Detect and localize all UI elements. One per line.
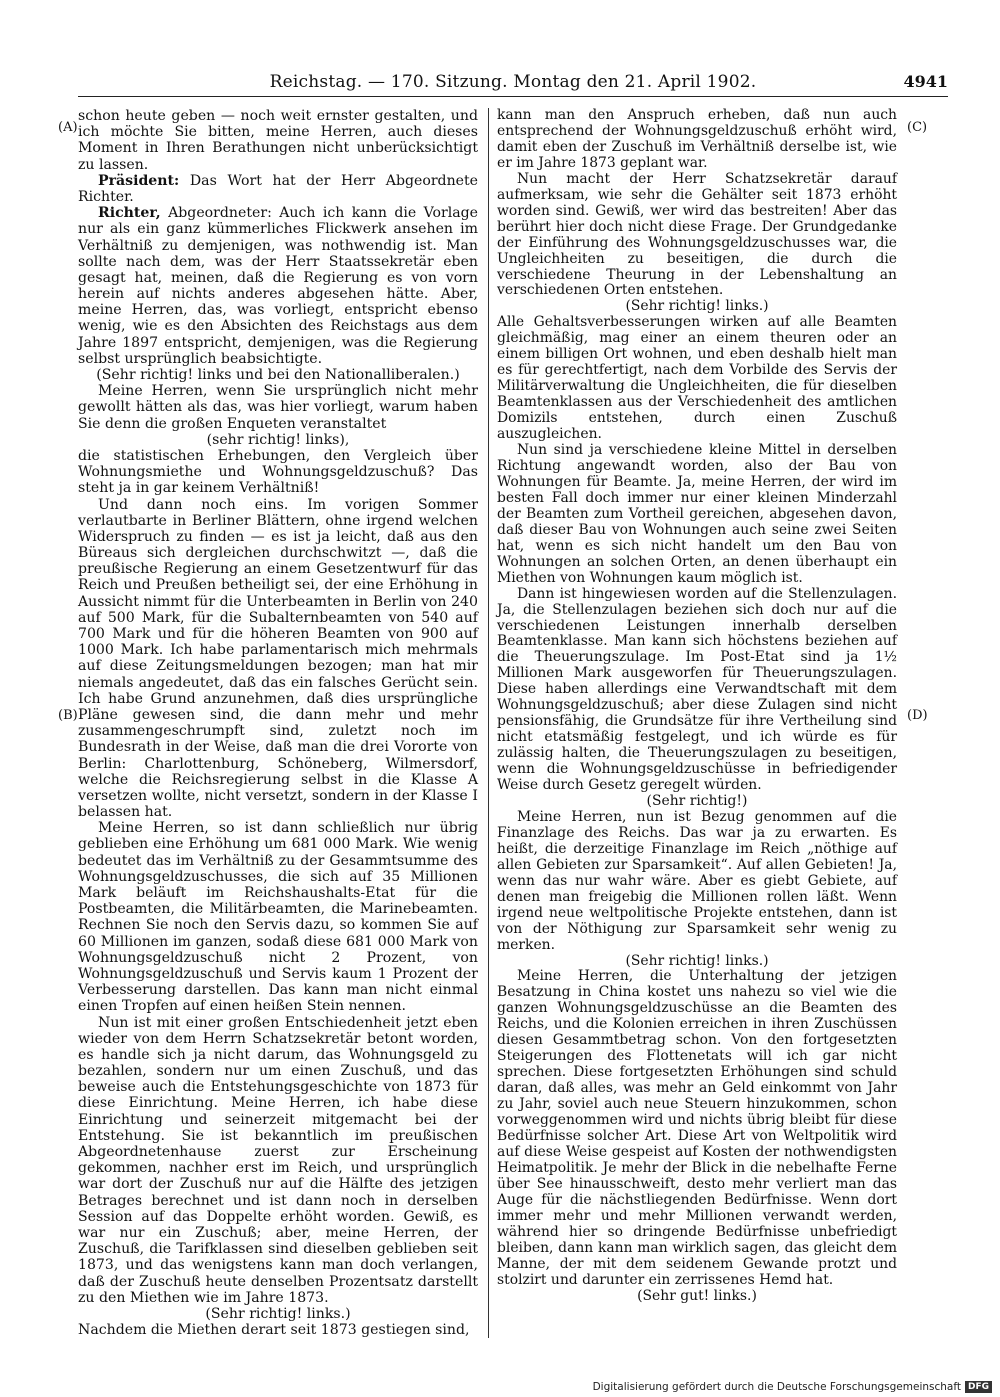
paragraph-text: (sehr richtig! links), (206, 431, 350, 448)
paragraph (497, 299, 897, 315)
paragraph (78, 448, 478, 497)
paragraph (78, 1015, 478, 1306)
paragraph-text: Meine Herren, wenn Sie ursprünglich nicht mehr gewollt hätten als das, was hier vorliegt, warum haben Sie denn die großen Enqueten veranstaltet (78, 383, 478, 432)
paragraph (497, 587, 897, 794)
paragraph (497, 969, 897, 1288)
paragraph (78, 173, 478, 205)
paragraph-text: Dann ist hingewiesen worden auf die Stellenzulagen. Ja, die Stellenzulagen beziehen sich doch nur auf die verschiedenen Leistungen innerhalb derselben Beamtenklasse. Man kann sich höchstens beziehen auf die Theuerungszulage. Im Post-Etat sind ja 1½ Millionen Mark ausgeworfen für Theuerungszulagen. Diese haben allerdings eine Verwandtschaft mit dem Wohnungsgeldzuschuß; aber diese Zulagen sind nicht pensionsfähig, die Grundsätze für ihre Vertheilung sind nicht etatsmäßig festgelegt, und ich würde es für zulässig halten, die Theuerungszulagen zu beseitigen, wenn die Wohnungsgeldzuschüsse in befriedigender Weise durch Gesetz geregelt würden. (497, 585, 897, 794)
paragraph-text: Nun macht der Herr Schatzsekretär darauf aufmerksam, wie sehr die Gehälter seit 1873 erhöht worden sind. Gewiß, wer wird das bestreiten! Aber das berührt hier doch nicht diese Frage. Der Grundgedanke der Einführung des Wohnungsgeldzuschusses war, die Ungleichheiten zu beseitigen, die durch die verschiedene Theurung in der Lebenshaltung an verschiedenen Orten entstehen. (497, 170, 897, 299)
footer-credit (593, 1381, 992, 1393)
paragraph (78, 367, 478, 383)
paragraph (78, 108, 478, 173)
paragraph-text: Meine Herren, so ist dann schließlich nur übrig geblieben eine Erhöhung um 681 000 Mark. Wie wenig bedeutet das im Verhältniß zu der Gesammtsumme des Wohnungsgeldzuschusses, die sich auf 35 Millionen Mark beläuft im Reichshaushalts-Etat für die Postbeamten, die Militärbeamten, die Marinebeamten. Rechnen Sie noch den Servis dazu, so kommen Sie auf 60 Millionen im ganzen, sodaß diese 681 000 Mark von Wohnungsgeldzuschuß nicht 2 Prozent, von Wohnungsgeldzuschuß und Servis kaum 1 Prozent der Verbesserung darstellen. Das kann man nicht einmal einen Tropfen auf einen heißen Stein nennen. (78, 820, 478, 1015)
paragraph-text: (Sehr richtig!) (646, 792, 748, 809)
paragraph-text: kann man den Anspruch erheben, daß nun auch entsprechend der Wohnungsgeldzuschuß erhöht wird, damit eben der Zuschuß im Verhältniß derselbe ist, wie er im Jahre 1873 geplant war. (497, 107, 897, 171)
paragraph (78, 205, 478, 367)
margin-mark-c: (C) (907, 120, 928, 135)
paragraph (497, 794, 897, 810)
page-header (78, 70, 948, 97)
speaker-name: Präsident: (98, 172, 180, 189)
margin-mark-b: (B) (58, 708, 78, 723)
paragraph-text: schon heute geben — noch weit ernster gestalten, und ich möchte Sie bitten, meine Herren, auch dieses Moment in Ihren Berathungen nicht unberücksichtigt zu lassen. (78, 108, 478, 173)
paragraph (78, 820, 478, 1014)
paragraph (78, 432, 478, 448)
paragraph-text: Nachdem die Miethen derart seit 1873 gestiegen sind, (78, 1322, 470, 1339)
paragraph-text: (Sehr richtig! links und bei den Nationalliberalen.) (96, 367, 460, 383)
paragraph-text: (Sehr richtig! links.) (625, 298, 769, 315)
paragraph (497, 954, 897, 970)
right-text-column (497, 108, 897, 1304)
paragraph-text: Und dann noch eins. Im vorigen Sommer verlautbarte in Berliner Blättern, ohne irgend welchen Widerspruch zu finden — es ist ja leicht, daß aus den Büreaus sich dergleichen durchschwitzt —, daß die preußische Regierung an einem Gesetzentwurf für das Reich und Preußen betheiligt sei, der eine Erhöhung in Aussicht nimmt für die Unterbeamten in Berlin von 240 auf 500 Mark, für die Subalternbeamten von 540 auf 700 Mark und für die höheren Beamten von 900 auf 1000 Mark. Ich habe parlamentarisch mich mehrmals auf diese Zeitungsmeldungen bezogen; man hat mir niemals angedeutet, daß das ein falsches Gerücht sein. Ich habe Grund anzunehmen, daß dies ursprüngliche Pläne gewesen sind, die dann mehr und mehr zusammengeschrumpft sind, zuletzt noch im Bundesrath in der Weise, daß man die drei Vororte von Berlin: Charlottenburg, Schöneberg, Wilmersdorf, welche die Reichsregierung selbst in die Klasse A versetzen wollte, nicht versetzt, sondern in der Klasse I belassen hat. (78, 496, 478, 821)
paragraph-text: Meine Herren, nun ist Bezug genommen auf die Finanzlage des Reichs. Das war ja zu erwarten. Es heißt, die derzeitige Finanzlage im Reich „nöthige auf allen Gebieten zur Sparsamkeit“. Auf allen Gebieten! Ja, wenn das nur wahr wäre. Aber es giebt Gebiete, auf denen man freigebig die Millionen rollen läßt. Wenn irgend neue weltpolitische Projekte entstehen, dann ist von der Nöthigung zur Sparsamkeit sehr wenig zu merken. (497, 808, 897, 953)
paragraph-text: Nun sind ja verschiedene kleine Mittel in derselben Richtung angewandt worden, also der Bau von Wohnungen für Beamte. Ja, meine Herren, der wird im besten Fall doch immer nur einer kleinen Minderzahl der Beamten zum Vortheil gereichen, abgesehen davon, daß dieser Bau von Wohnungen auch seine zwei Seiten hat, wenn es sich nicht handelt um den Bau von Wohnungen an solchen Orten, an denen überhaupt ein Miethen von Wohnungen kaum möglich ist. (497, 442, 897, 586)
paragraph-text: die statistischen Erhebungen, den Vergleich über Wohnungsmiethe und Wohnungsgeldzuschuß? Das steht ja in gar keinem Verhältniß! (78, 447, 478, 497)
paragraph-text: Abgeordneter: Auch ich kann die Vorlage nur als ein ganz kümmerliches Flickwerk ansehen im Verhältniß zu demjenigen, was nothwendig ist. Man sollte nach dem, was der Herr Staatssekretär eben gesagt hat, meinen, daß die Regierung es von vorn herein auf nichts anderes abgesehen hätte. Aber, meine Herren, das, was vorliegt, entspricht ebenso wenig, wie es den Absichten des Reichstags aus dem Jahre 1897 entspricht, demjenigen, was die Regierung selbst ursprünglich beabsichtigte. (78, 205, 478, 367)
paragraph (78, 383, 478, 432)
paragraph-text: (Sehr richtig! links.) (205, 1305, 351, 1322)
paragraph-text: Alle Gehaltsverbesserungen wirken auf alle Beamten gleichmäßig, mag einer an einem theuren oder an einem billigen Ort wohnen, und eben deshalb hielt man es für gerechtfertigt, nach dem Vorbilde des Servis der Militärverwaltung die Ungleichheiten, die für dieselben Beamtenklassen aus der Verschiedenheit des amtlichen Domizils entstehen, durch einen Zuschuß auszugleichen. (497, 314, 897, 443)
header-title: Reichstag. — 170. Sitzung. Montag den 21. April 1902. (269, 72, 757, 92)
paragraph (497, 1289, 897, 1305)
paragraph (78, 1306, 478, 1322)
margin-mark-d: (D) (907, 708, 928, 723)
paragraph-text: Das Wort hat der Herr Abgeordnete Richter. (78, 172, 478, 205)
paragraph-text: (Sehr richtig! links.) (625, 952, 769, 969)
column-divider (488, 108, 489, 1338)
speaker-name: Richter, (98, 205, 161, 222)
paragraph-text: Meine Herren, die Unterhaltung der jetzigen Besatzung in China kostet uns nahezu so viel wie die ganzen Wohnungsgeldzuschüsse an die Beamten des Reichs, und die Kolonien erreichen in ihren Zuschüssen diesen Gesammtbetrag schon. Von den fortgesetzten Steigerungen des Flottenetats will ich gar nicht sprechen. Diese fortgesetzten Erhöhungen sind schuld daran, daß alles, was mehr an Geld einkommt von Jahr zu Jahr, soviel auch neue Steuern hinzukommen, schon vorweggenommen wird und nichts übrig bleibt für diese Bedürfnisse solcher Art. Diese Art von Weltpolitik wird auf diese Weise gespeist auf Kosten der nothwendigsten Heimatpolitik. Je mehr der Blick in die nebelhafte Ferne über See hinausschweift, desto mehr verliert man das Auge für die nächstliegenden Bedürfnisse. Wenn dort immer mehr und mehr Millionen verwandt werden, während hier so dringende Bedürfnisse unbefriedigt bleiben, dann kann man wirklich sagen, das gleicht dem Manne, der mit dem seidenem Gewande protzt und stolzirt und darunter ein zerrissenes Hemd hat. (497, 968, 897, 1288)
paragraph (497, 315, 897, 443)
paragraph (497, 810, 897, 954)
paragraph-text: (Sehr gut! links.) (637, 1287, 757, 1304)
paragraph-text: Nun ist mit einer großen Entschiedenheit jetzt eben wieder von dem Herrn Schatzsekretär betont worden, es handle sich ja nicht darum, das Wohnungsgeld zu bezahlen, sondern nur um einen Zuschuß, und das beweise auch die Entstehungsgeschichte von 1873 für diese Einrichtung. Meine Herren, ich habe diese Einrichtung und seinerzeit mitgemacht bei der Entstehung. Sie ist bekanntlich im preußischen Abgeordnetenhause zuerst zur Erscheinung gekommen, nachher erst im Reich, und ursprünglich war dort der Zuschuß nur auf die Hälfte des jetzigen Betrages berechnet und ist dann noch in derselben Session auf das Doppelte erhöht worden. Gewiß, es war nur ein Zuschuß; aber, meine Herren, der Zuschuß, die Tarifklassen sind dieselben geblieben seit 1873, und das wenigstens kann man doch verlangen, daß der Zuschuß heute denselben Prozentsatz darstellt zu den Miethen wie im Jahre 1873. (78, 1014, 478, 1306)
left-text-column (78, 108, 478, 1338)
paragraph (497, 108, 897, 172)
footer-text: Digitalisierung gefördert durch die Deutsche Forschungsgemeinschaft (592, 1381, 961, 1393)
page-number: 4941 (903, 72, 948, 91)
paragraph (78, 1322, 478, 1338)
margin-mark-a: (A) (58, 120, 78, 135)
paragraph (78, 497, 478, 821)
paragraph (497, 443, 897, 587)
dfg-logo: DFG (965, 1381, 992, 1393)
paragraph (497, 172, 897, 300)
